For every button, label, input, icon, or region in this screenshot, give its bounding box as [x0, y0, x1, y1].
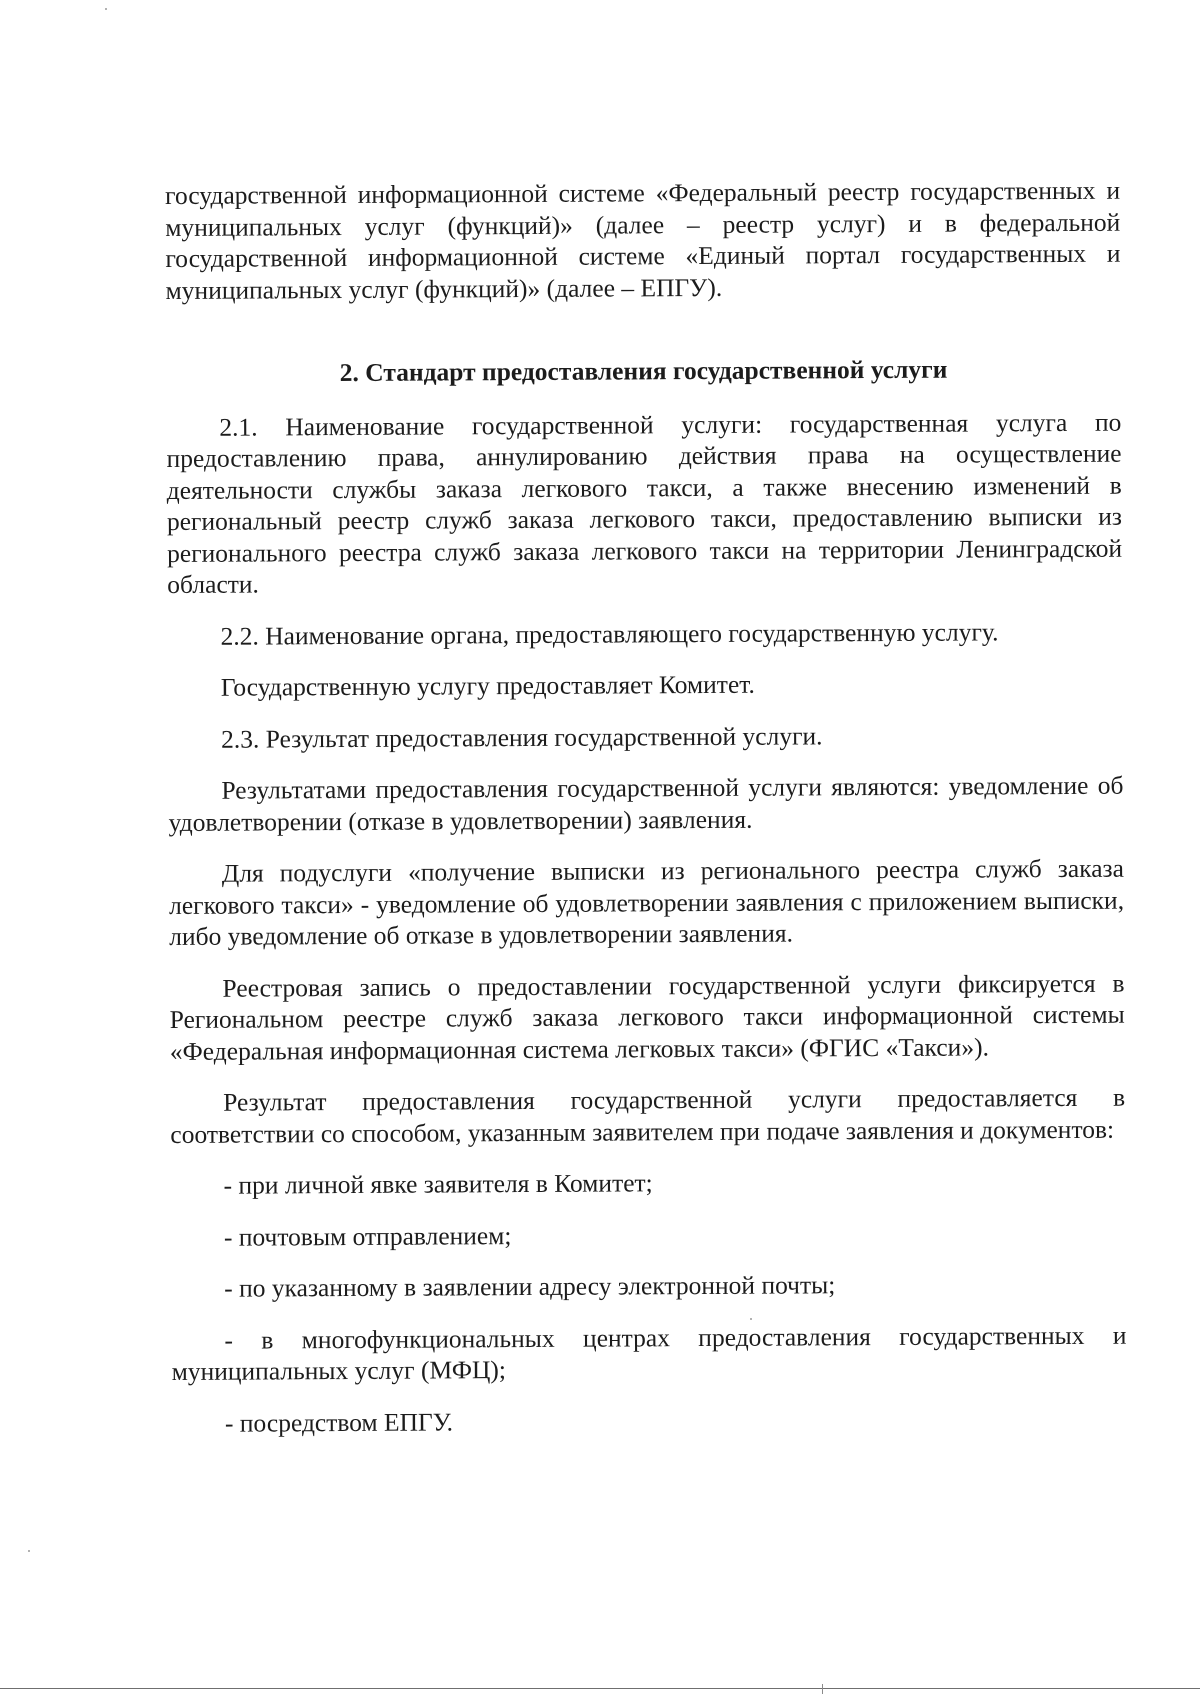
bullet-epgu: - посредством ЕПГУ. — [224, 1406, 454, 1438]
document-body — [165, 175, 1127, 1459]
intro-paragraph: государственной информационной системе «Федеральный реестр государственных и муниципальных услуг (функций)» (далее – реестр услуг) и в федеральной государственной информационной системе «Единый портал государственных и муниципальных услуг (функций)» (далее – ЕПГУ). — [165, 175, 1121, 305]
bullet-in-person: - при личной явке заявителя в Комитет; — [223, 1168, 653, 1200]
scan-speck — [28, 1550, 30, 1552]
paragraph-provider: Государственную услугу предоставляет Комитет. — [220, 669, 755, 702]
paragraph-registry-record: Реестровая запись о предоставлении государственной услуги фиксируется в Региональном реестре служб заказа легкового такси информационной системы «Федеральная информационная система легковых такси» (ФГИС «Такси»). — [169, 968, 1125, 1066]
paragraph-delivery-method: Результат предоставления государственной услуги предоставляется в соответствии со способом, указанным заявителем при подаче заявления и документов: — [170, 1082, 1126, 1149]
scan-speck — [105, 8, 107, 10]
section-heading: 2. Стандарт предоставления государственной услуги — [339, 354, 948, 388]
paragraph-2-2: 2.2. Наименование органа, предоставляющего государственную услугу. — [220, 616, 999, 651]
bullet-email: - по указанному в заявлении адресу электронной почты; — [224, 1270, 836, 1303]
paragraph-results: Результатами предоставления государственной услуги являются: уведомление об удовлетворении (отказе в удовлетворении) заявления. — [168, 770, 1124, 837]
paragraph-subservice: Для подуслуги «получение выписки из регионального реестра служб заказа легкового такси» - уведомление об удовлетворении заявления с приложением выписки, либо уведомление об отказе в удовлетворении заявления. — [168, 853, 1125, 951]
page-bottom-tick — [822, 1684, 823, 1694]
bullet-postal: - почтовым отправлением; — [223, 1220, 512, 1252]
paragraph-2-3: 2.3. Результат предоставления государственной услуги. — [221, 720, 823, 754]
scan-speck — [750, 1318, 752, 1320]
bullet-mfc: - в многофункциональных центрах предоставления государственных и муниципальных услуг (МФЦ); — [171, 1320, 1127, 1386]
paragraph-2-1: 2.1. Наименование государственной услуги: государственная услуга по предоставлению права, аннулированию действия права на осуществление деятельности службы заказа легкового такси, а также внесению изменений в региональный реестр служб заказа легкового такси, предоставлению выписки из регионального реестра служб заказа легкового такси на территории Ленинградской области. — [166, 407, 1123, 599]
page-bottom-rule — [0, 1688, 1200, 1689]
